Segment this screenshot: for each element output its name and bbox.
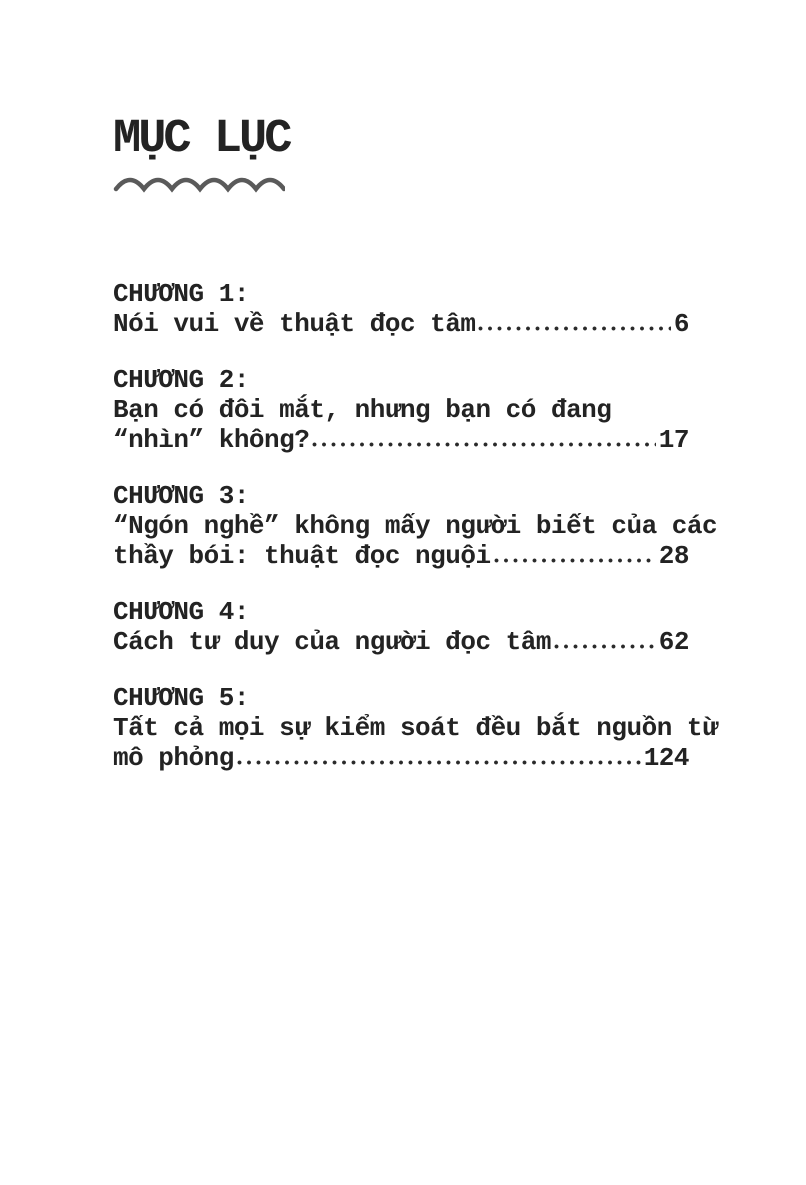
entry-title: mô phỏng <box>113 743 234 773</box>
dot-leader <box>478 322 670 331</box>
page-number: 62 <box>658 627 689 657</box>
dot-leader <box>237 756 641 765</box>
chapter-label: CHƯƠNG 3: <box>113 481 249 511</box>
entry-title: thầy bói: thuật đọc nguội <box>113 541 491 571</box>
toc-list <box>113 279 718 799</box>
entry-title: Cách tư duy của người đọc tâm <box>113 627 551 657</box>
toc-entry-4 <box>113 597 689 657</box>
page-number: 6 <box>673 309 689 339</box>
chapter-label: CHƯƠNG 2: <box>113 365 249 395</box>
wavy-underline-icon <box>113 174 285 194</box>
toc-row <box>113 425 689 455</box>
chapter-label: CHƯƠNG 5: <box>113 683 249 713</box>
toc-row <box>113 541 689 571</box>
dot-leader <box>554 640 656 649</box>
entry-title-line: “Ngón nghề” không mấy người biết của các <box>113 511 718 541</box>
chapter-label: CHƯƠNG 4: <box>113 597 249 627</box>
toc-entry-5 <box>113 683 718 773</box>
entry-title: “nhìn” không? <box>113 425 310 455</box>
chapter-label: CHƯƠNG 1: <box>113 279 249 309</box>
toc-entry-2 <box>113 365 689 455</box>
page-number: 17 <box>658 425 689 455</box>
entry-title-line: Tất cả mọi sự kiểm soát đều bắt nguồn từ <box>113 713 718 743</box>
toc-row <box>113 743 689 773</box>
page-number: 28 <box>658 541 689 571</box>
entry-title-line: Bạn có đôi mắt, nhưng bạn có đang <box>113 395 612 425</box>
page-title: MỤC LỤC <box>113 113 290 166</box>
page-number: 124 <box>643 743 689 773</box>
toc-entry-3 <box>113 481 718 571</box>
dot-leader <box>494 554 656 563</box>
entry-title: Nói vui về thuật đọc tâm <box>113 309 476 339</box>
dot-leader <box>312 438 655 447</box>
toc-row <box>113 627 689 657</box>
toc-entry-1 <box>113 279 689 339</box>
toc-row <box>113 309 689 339</box>
